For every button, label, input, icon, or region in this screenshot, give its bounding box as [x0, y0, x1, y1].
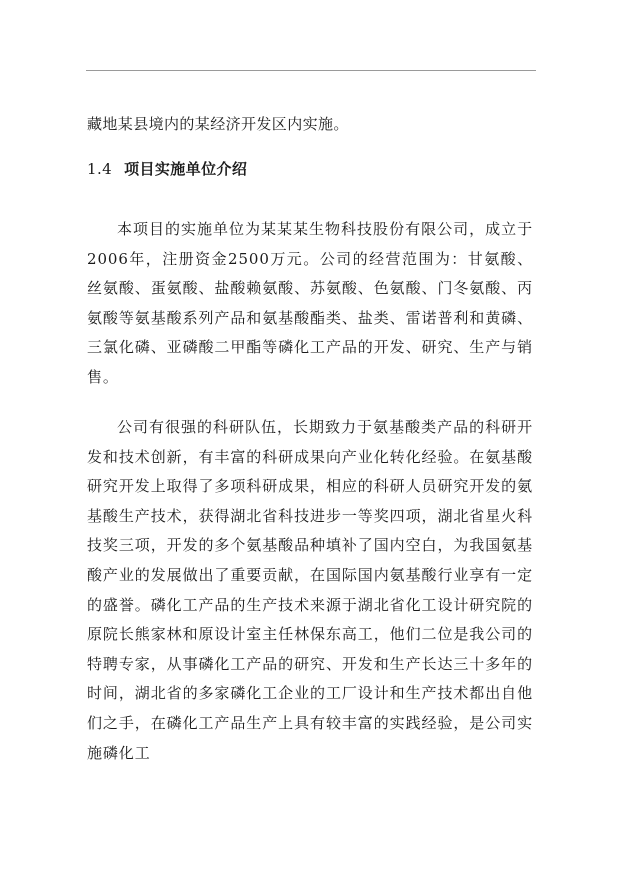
paragraph-company-overview: 本项目的实施单位为某某某生物科技股份有限公司，成立于2006年，注册资金2500万元。公司的经营范围为：甘氨酸、丝氨酸、蛋氨酸、盐酸赖氨酸、苏氨酸、色氨酸、门冬氨酸、丙氨酸等氨基酸系列产品和氨基酸酯类、盐类、雷诺普利和黄磷、三氯化磷、亚磷酸二甲酯等磷化工产品的开发、研究、生产与销售。: [87, 220, 533, 386]
header-rule: [86, 70, 536, 71]
paragraph-research-capability: 公司有很强的科研队伍，长期致力于氨基酸类产品的科研开发和技术创新，有丰富的科研成果向产业化转化经验。在氨基酸研究开发上取得了多项科研成果，相应的科研人员研究开发的氨基酸生产技术，获得湖北省科技进步一等奖四项，湖北省星火科技奖三项，开发的多个氨基酸品种填补了国内空白，为我国氨基酸产业的发展做出了重要贡献，在国际国内氨基酸行业享有一定的盛誉。磷化工产品的生产技术来源于湖北省化工设计研究院的原院长熊家林和原设计室主任林保东高工，他们二位是我公司的特聘专家，从事磷化工产品的研究、开发和生产长达三十多年的时间，湖北省的多家磷化工企业的工厂设计和生产技术都出自他们之手，在磷化工产品生产上具有较丰富的实践经验，是公司实施磷化工: [87, 418, 533, 762]
section-number: 1.4: [87, 160, 113, 178]
section-title: 项目实施单位介绍: [124, 160, 248, 178]
section-heading: [87, 155, 533, 183]
continuation-text: 藏地某县境内的某经济开发区内实施。: [87, 115, 349, 133]
